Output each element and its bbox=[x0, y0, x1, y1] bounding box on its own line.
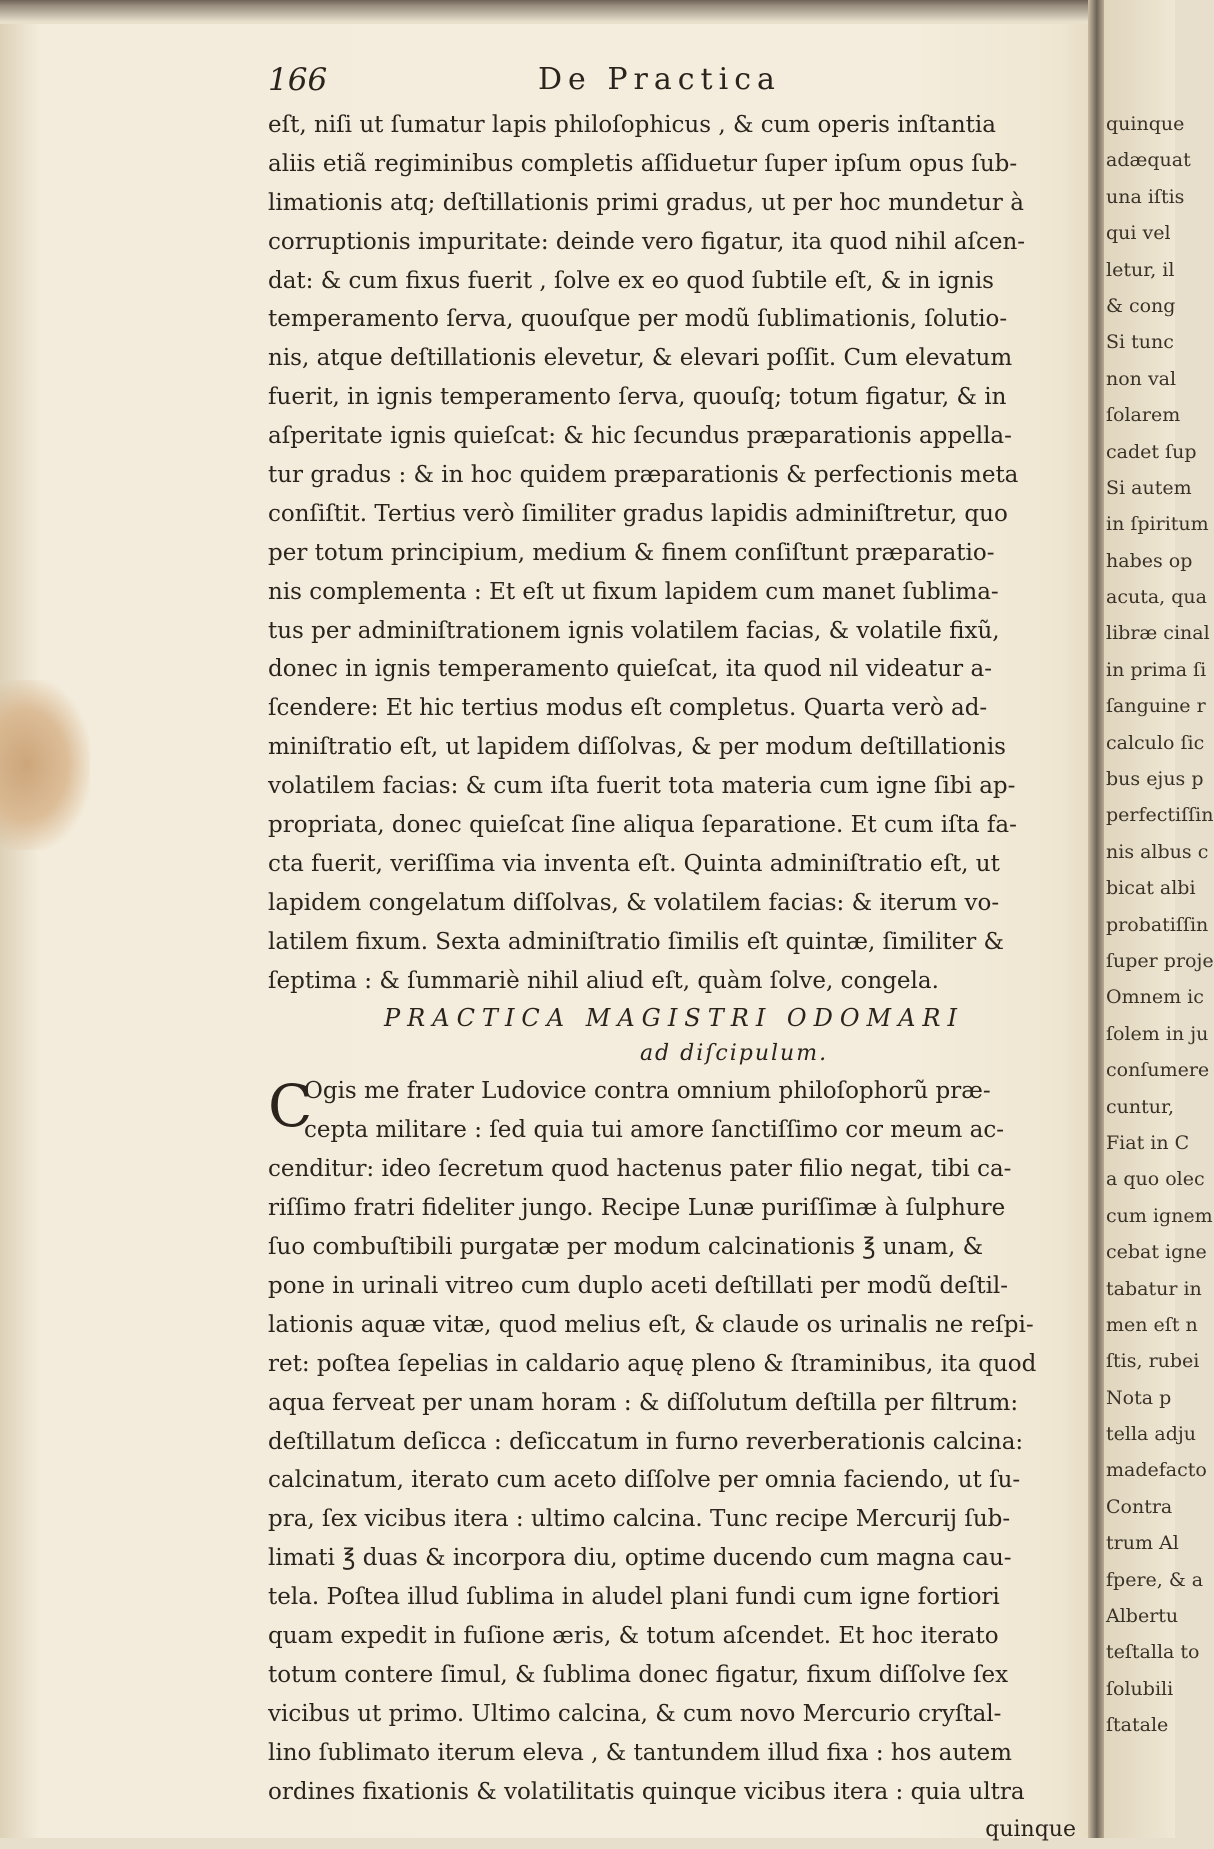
text-line: ſcendere: Et hic tertius modus eſt completus. Quarta verò ad- bbox=[268, 695, 988, 722]
page-number: 166 bbox=[268, 62, 328, 98]
edge-text-line: nis albus c bbox=[1106, 840, 1209, 863]
edge-text-line: acuta, qua bbox=[1106, 586, 1207, 609]
text-line: volatilem facias: & cum iſta fuerit tota materia cum igne ſibi ap- bbox=[268, 773, 1016, 800]
edge-text-line: fpere, & a bbox=[1106, 1568, 1204, 1591]
running-head: De Practica bbox=[538, 62, 781, 97]
edge-text-line: Fiat in C bbox=[1106, 1131, 1190, 1154]
edge-text-line: ſolubili bbox=[1106, 1677, 1174, 1700]
edge-text-line: una iſtis bbox=[1106, 185, 1185, 208]
text-line: lino ſublimato iterum eleva , & tantundem illud fixa : hos autem bbox=[268, 1739, 1012, 1766]
page-top-edge bbox=[0, 0, 1093, 24]
edge-text-line: quinque bbox=[1106, 113, 1185, 135]
text-line: aqua ferveat per unam horam : & diſſolutum deſtilla per filtrum: bbox=[268, 1389, 1019, 1416]
edge-text-line: adæquat bbox=[1106, 149, 1191, 172]
paragraph-1 bbox=[268, 106, 1080, 1000]
edge-text-line: calculo ſic bbox=[1106, 731, 1205, 754]
text-line: per totum principium, medium & finem conſiſtunt præparatio- bbox=[268, 539, 995, 566]
edge-text-line: trum Al bbox=[1106, 1532, 1179, 1555]
edge-text-line: in prima ſi bbox=[1106, 658, 1207, 681]
edge-text-line: in ſpiritum bbox=[1106, 513, 1209, 536]
page-header bbox=[268, 62, 1088, 106]
edge-text-line: cebat igne bbox=[1106, 1241, 1207, 1264]
text-line: propriata, donec quieſcat ſine aliqua ſeparatione. Et cum iſta fa- bbox=[268, 812, 1017, 839]
text-line: tela. Poſtea illud ſublima in aludel plani fundi cum igne fortiori bbox=[268, 1584, 1000, 1611]
main-text bbox=[268, 106, 1080, 1849]
edge-text-line: ſolarem bbox=[1106, 404, 1181, 427]
text-line: quam expedit in fuſione æris, & totum aſcendet. Et hoc iterato bbox=[268, 1622, 999, 1649]
edge-text-line: a quo olec bbox=[1106, 1168, 1205, 1191]
edge-text-line: madefacto bbox=[1106, 1459, 1207, 1482]
text-line: ſeptima : & ſummariè nihil aliud eſt, quàm ſolve, congela. bbox=[268, 967, 939, 994]
facing-page-edge-text bbox=[1106, 106, 1214, 1744]
edge-text-line: bicat albi bbox=[1106, 877, 1196, 900]
edge-text-line: Omnem ic bbox=[1106, 986, 1204, 1009]
text-line: ordines fixationis & volatilitatis quinque vicibus itera : quia ultra bbox=[268, 1778, 1025, 1805]
edge-text-line: Nota p bbox=[1106, 1386, 1172, 1409]
text-line: cenditur: ideo ſecretum quod hactenus pater filio negat, tibi ca- bbox=[268, 1156, 1012, 1183]
section-title: PRACTICA MAGISTRI ODOMARI bbox=[384, 1004, 964, 1033]
edge-text-line: & cong bbox=[1106, 294, 1176, 317]
text-line: miniſtratio eſt, ut lapidem diſſolvas, & per modum deſtillationis bbox=[268, 734, 1006, 761]
section-subtitle: ad diſcipulum. bbox=[639, 1041, 829, 1067]
edge-text-line: tella adju bbox=[1106, 1423, 1197, 1446]
edge-text-line: qui vel bbox=[1106, 222, 1171, 245]
edge-text-line: libræ cinal bbox=[1106, 622, 1210, 645]
text-line: latilem fixum. Sexta adminiſtratio ſimilis eſt quintæ, ſimiliter & bbox=[268, 928, 1005, 955]
text-line: tur gradus : & in hoc quidem præparationis & perfectionis meta bbox=[268, 462, 1019, 489]
edge-text-line: non val bbox=[1106, 367, 1177, 390]
edge-text-line: conſumere bbox=[1106, 1059, 1210, 1082]
text-line: lapidem congelatum diſſolvas, & volatilem facias: & iterum vo- bbox=[268, 889, 1000, 916]
edge-text-line: tabatur in bbox=[1106, 1277, 1202, 1300]
text-line: aliis etiã regiminibus completis aſſiduetur ſuper ipſum opus ſub- bbox=[268, 150, 1018, 177]
text-line: nis, atque deſtillationis elevetur, & elevari poſſit. Cum elevatum bbox=[268, 345, 1013, 372]
edge-text-line: men eſt n bbox=[1106, 1313, 1198, 1336]
text-line: tus per adminiſtrationem ignis volatilem facias, & volatile fixũ, bbox=[268, 617, 1000, 644]
edge-text-line: ſanguine r bbox=[1106, 695, 1206, 718]
text-line: totum contere ſimul, & ſublima donec figatur, fixum diſſolve ſex bbox=[268, 1661, 1009, 1688]
text-line: fuerit, in ignis temperamento ſerva, quouſq; totum figatur, & in bbox=[268, 384, 1007, 411]
edge-text-line: cuntur, bbox=[1106, 1095, 1175, 1118]
text-line: conſiſtit. Tertius verò ſimiliter gradus lapidis adminiſtretur, quo bbox=[268, 500, 1008, 527]
text-line: pone in urinali vitreo cum duplo aceti deſtillati per modũ deſtil- bbox=[268, 1272, 1009, 1299]
edge-text-line: Contra bbox=[1106, 1495, 1173, 1518]
edge-text-line: cum ignem bbox=[1106, 1204, 1213, 1227]
text-line: limationis atq; deſtillationis primi gradus, ut per hoc mundetur à bbox=[268, 189, 1024, 216]
edge-text-line: bus ejus p bbox=[1106, 768, 1204, 791]
text-line: riſſimo fratri fideliter jungo. Recipe Lunæ puriſſimæ à ſulphure bbox=[268, 1195, 1006, 1222]
text-line: donec in ignis temperamento quieſcat, ita quod nil videatur a- bbox=[268, 656, 992, 683]
text-line: ſuo combuſtibili purgatæ per modum calcinationis ℥ unam, & bbox=[268, 1234, 984, 1261]
text-line: corruptionis impuritate: deinde vero figatur, ita quod nihil aſcen- bbox=[268, 228, 1026, 255]
text-line: dat: & cum fixus fuerit , ſolve ex eo quod ſubtile eſt, & in ignis bbox=[268, 267, 994, 294]
edge-text-line: Si autem bbox=[1106, 476, 1192, 499]
paper-stain bbox=[0, 680, 90, 850]
edge-text-line: habes op bbox=[1106, 549, 1193, 572]
drop-cap: C bbox=[268, 1072, 313, 1141]
edge-text-line: probatiſſin bbox=[1106, 913, 1209, 936]
text-line: pra, ſex vicibus itera : ultimo calcina. Tunc recipe Mercurij ſub- bbox=[268, 1506, 1011, 1533]
text-line: cta fuerit, veriſſima via inventa eſt. Quinta adminiſtratio eſt, ut bbox=[268, 850, 1000, 877]
text-line: deſtillatum deſicca : deſiccatum in furno reverberationis calcina: bbox=[268, 1428, 1024, 1455]
edge-text-line: Si tunc bbox=[1106, 331, 1174, 354]
edge-text-line: letur, il bbox=[1106, 258, 1175, 281]
edge-text-line: perfectiſſin bbox=[1106, 804, 1214, 827]
text-line: eſt, niſi ut ſumatur lapis philoſophicus , & cum operis inſtantia bbox=[268, 112, 996, 138]
catchword: quinque bbox=[985, 1817, 1076, 1843]
edge-text-line: cadet ſup bbox=[1106, 440, 1197, 463]
text-line: nis complementa : Et eſt ut fixum lapidem cum manet ſublima- bbox=[268, 578, 999, 605]
edge-text-line: ſuper proje bbox=[1106, 949, 1214, 972]
book-gutter bbox=[1088, 0, 1104, 1838]
edge-text-line: Albertu bbox=[1106, 1605, 1179, 1628]
text-line: calcinatum, iterato cum aceto diſſolve per omnia faciendo, ut ſu- bbox=[268, 1467, 1021, 1494]
edge-text-line: ſolem in ju bbox=[1106, 1022, 1209, 1045]
text-line: vicibus ut primo. Ultimo calcina, & cum novo Mercurio cryſtal- bbox=[268, 1700, 1002, 1727]
text-line: limati ℥ duas & incorpora diu, optime ducendo cum magna cau- bbox=[268, 1545, 1012, 1572]
edge-text-line: ſtatale bbox=[1106, 1714, 1169, 1737]
text-line: aſperitate ignis quieſcat: & hic ſecundus præparationis appella- bbox=[268, 423, 1012, 450]
paragraph-2 bbox=[268, 1111, 1080, 1811]
text-line: cepta militare : ſed quia tui amore ſanctiſſimo cor meum ac- bbox=[304, 1117, 1004, 1144]
text-line: Ogis me frater Ludovice contra omnium philoſophorũ præ- bbox=[304, 1078, 991, 1105]
text-line: lationis aquæ vitæ, quod melius eſt, & claude os urinalis ne reſpi- bbox=[268, 1311, 1034, 1338]
edge-text-line: ſtis, rubei bbox=[1106, 1350, 1200, 1373]
edge-text-line: teſtalla to bbox=[1106, 1641, 1200, 1664]
text-line: ret: poſtea ſepelias in caldario aquę pleno & ſtraminibus, ita quod bbox=[268, 1350, 1037, 1377]
text-line: temperamento ſerva, quouſque per modũ ſublimationis, ſolutio- bbox=[268, 306, 1008, 333]
